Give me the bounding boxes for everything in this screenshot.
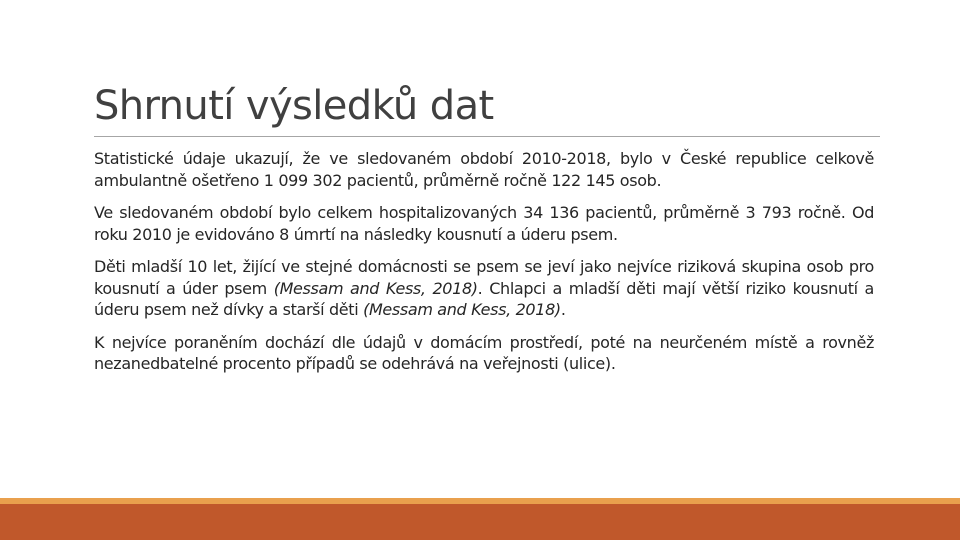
paragraph <box>94 148 874 191</box>
paragraph <box>94 202 874 245</box>
paragraph-text: . Chlapci a mladší děti mají větší riziko kousnutí a úderu psem než dívky a starší děti <box>94 278 875 319</box>
citation: (Messam and Kess, 2018) <box>273 278 478 298</box>
footer-band <box>0 504 960 540</box>
slide-title: Shrnutí výsledků dat <box>94 83 494 129</box>
paragraph <box>94 332 874 375</box>
slide-body <box>94 148 874 386</box>
paragraph <box>94 256 874 321</box>
title-divider <box>94 136 880 137</box>
paragraph-text: Ve sledovaném období bylo celkem hospitalizovaných 34 136 pacientů, průměrně 3 793 ročně. Od roku 2010 je evidováno 8 úmrtí na následky kousnutí a úderu psem. <box>94 203 874 244</box>
paragraph-text: Statistické údaje ukazují, že ve sledovaném období 2010-2018, bylo v České republice celkově ambulantně ošetřeno 1 099 302 pacientů, průměrně ročně 122 145 osob. <box>94 149 874 190</box>
citation: (Messam and Kess, 2018) <box>363 300 561 319</box>
paragraph-text: K nejvíce poraněním dochází dle údajů v domácím prostředí, poté na neurčeném místě a rovněž nezanedbatelné procento případů se odehrává na veřejnosti (ulice). <box>94 332 874 373</box>
paragraph-text: . <box>560 300 566 319</box>
paragraph-text: Děti mladší 10 let, žijící ve stejné domácnosti se psem se jeví jako nejvíce riziková skupina osob pro kousnutí a úder psem <box>94 257 874 298</box>
